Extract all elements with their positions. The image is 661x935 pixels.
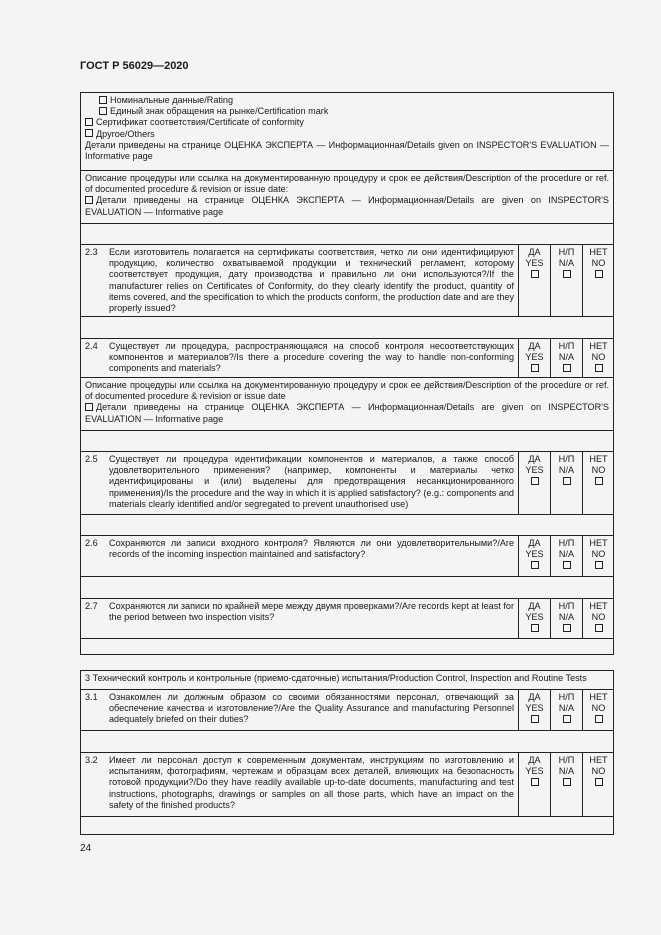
checklist-table-3 [80, 670, 614, 835]
empty-row [81, 223, 613, 244]
question-row-3-1 [81, 689, 613, 730]
question-text: Сохраняются ли записи по крайней мере между двумя проверками?/Are records kept at least for the period between two inspection visits? [109, 601, 514, 623]
checkbox-icon[interactable] [531, 715, 539, 723]
checkbox-icon[interactable] [563, 715, 571, 723]
procedure-details[interactable]: Детали приведены на странице ОЦЕНКА ЭКСПЕРТА — Информационная/Details are given on INSPECTOR'S EVALUATION — Informative page [85, 402, 609, 424]
empty-row [81, 430, 613, 451]
section-3-header [81, 671, 613, 689]
answer-no[interactable]: НЕТ NO [582, 536, 614, 576]
answer-yes[interactable]: ДА YES [518, 245, 550, 316]
answer-na[interactable]: Н/П N/A [550, 599, 582, 638]
procedure-row [81, 377, 613, 430]
checkbox-icon[interactable] [563, 364, 571, 372]
answer-no[interactable]: НЕТ NO [582, 339, 614, 377]
question-text: Существует ли процедура, распространяющаяся на способ контроля несоответствующих компонентов и материалов?/Is there a procedure covering the way to handle non-conforming components and materials? [109, 341, 514, 374]
checkbox-icon[interactable] [531, 477, 539, 485]
question-row-2-4 [81, 338, 613, 377]
answer-no[interactable]: НЕТ NO [582, 452, 614, 514]
question-text: Если изготовитель полагается на сертификаты соответствия, четко ли они идентифицируют продукцию, количество охватываемой продукции и технический регламент, которому соответствует продукция, дату производства и правильно ли они используются?/If the manufacturer relies on Certificates of Conformity, do they clearly identify the product, quantity of items covered, and the specification to which the products conform, the production date and are they properly issued? [109, 247, 514, 314]
checkbox-icon[interactable] [85, 129, 93, 137]
option-certification-mark[interactable]: Единый знак обращения на рынке/Certification mark [85, 106, 609, 117]
answer-no[interactable]: НЕТ NO [582, 690, 614, 730]
checkbox-icon[interactable] [563, 778, 571, 786]
checkbox-icon[interactable] [595, 477, 603, 485]
details-note: Детали приведены на странице ОЦЕНКА ЭКСПЕРТА — Информационная/Details given on INSPECTOR'S EVALUATION — Informative page [85, 139, 609, 162]
question-number: 3.2 [85, 755, 98, 765]
question-row-2-7 [81, 598, 613, 638]
checkbox-icon[interactable] [563, 270, 571, 278]
answer-no[interactable]: НЕТ NO [582, 753, 614, 816]
answer-yes[interactable]: ДА YES [518, 339, 550, 377]
empty-row [81, 514, 613, 535]
checkbox-icon[interactable] [85, 403, 93, 411]
procedure-text: Описание процедуры или ссылка на документированную процедуру и срок ее действия/Description of the procedure or ref. of documented procedure & revision or issue date: [85, 173, 609, 195]
empty-row [81, 316, 613, 338]
answer-yes[interactable]: ДА YES [518, 753, 550, 816]
checkbox-icon[interactable] [563, 477, 571, 485]
answer-na[interactable]: Н/П N/A [550, 753, 582, 816]
checkbox-icon[interactable] [531, 561, 539, 569]
answer-yes[interactable]: ДА YES [518, 452, 550, 514]
checkbox-icon[interactable] [85, 118, 93, 126]
question-text: Существует ли процедура идентификации компонентов и материалов, а также способ удовлетворительного применения? (например, компоненты и материалы четко идентифицированы и (или) выделены для предотвращения несанкционированного применения)/Is the procedure and the way in which it is applied satisfactory? (e.g.: components and materials clearly identified and/or segregated to prevent unauthorised use) [109, 454, 514, 509]
empty-row [81, 638, 613, 655]
checkbox-icon[interactable] [595, 561, 603, 569]
answer-na[interactable]: Н/П N/A [550, 536, 582, 576]
answer-yes[interactable]: ДА YES [518, 690, 550, 730]
checkbox-icon[interactable] [531, 364, 539, 372]
page-number: 24 [80, 843, 92, 854]
question-text: Ознакомлен ли должным образом со своими обязанностями персонал, отвечающий за обеспечение качества и изготовление?/Are the Quality Assurance and manufacturing Personnel adequately briefed on their duties? [109, 692, 514, 725]
section-title: 3 Технический контроль и контрольные (приемо-сдаточные) испытания/Production Control, Inspection and Routine Tests [85, 673, 587, 683]
question-number: 2.5 [85, 454, 98, 464]
checkbox-icon[interactable] [595, 364, 603, 372]
question-number: 3.1 [85, 692, 98, 702]
question-row-2-6 [81, 535, 613, 576]
checkbox-icon[interactable] [99, 96, 107, 104]
procedure-text: Описание процедуры или ссылка на документированную процедуру и срок ее действия/Description of the procedure or ref. of documented procedure & revision or issue date [85, 380, 609, 402]
empty-row [81, 576, 613, 598]
question-text: Имеет ли персонал доступ к современным документам, инструкциям по изготовлению и испытаниям, фотографиям, чертежам и образцам всех деталей, влияющих на безопасность готовой продукции?/Do they have readily available up-to-date documents, manufacturing and test instructions, photographs, drawings or samples on all those parts, which have an impact on the safety of the finished products? [109, 755, 514, 810]
checkbox-icon[interactable] [595, 778, 603, 786]
question-number: 2.3 [85, 247, 98, 257]
procedure-row [81, 170, 613, 223]
question-number: 2.7 [85, 601, 98, 611]
question-row-2-3 [81, 244, 613, 316]
conformity-options-row [81, 93, 613, 170]
checkbox-icon[interactable] [85, 196, 93, 204]
answer-na[interactable]: Н/П N/A [550, 452, 582, 514]
checkbox-icon[interactable] [531, 778, 539, 786]
question-number: 2.4 [85, 341, 98, 351]
checkbox-icon[interactable] [563, 624, 571, 632]
checklist-table-2 [80, 92, 614, 655]
answer-na[interactable]: Н/П N/A [550, 690, 582, 730]
question-number: 2.6 [85, 538, 98, 548]
checkbox-icon[interactable] [595, 624, 603, 632]
question-row-2-5 [81, 451, 613, 514]
answer-na[interactable]: Н/П N/A [550, 245, 582, 316]
answer-yes[interactable]: ДА YES [518, 536, 550, 576]
checkbox-icon[interactable] [595, 270, 603, 278]
checkbox-icon[interactable] [563, 561, 571, 569]
checkbox-icon[interactable] [531, 624, 539, 632]
answer-no[interactable]: НЕТ NO [582, 245, 614, 316]
checkbox-icon[interactable] [531, 270, 539, 278]
option-rating[interactable]: Номинальные данные/Rating [85, 95, 609, 106]
procedure-details[interactable]: Детали приведены на странице ОЦЕНКА ЭКСПЕРТА — Информационная/Details are given on INSPECTOR'S EVALUATION — Informative page [85, 195, 609, 217]
document-header: ГОСТ Р 56029—2020 [80, 60, 189, 72]
question-text: Сохраняются ли записи входного контроля? Являются ли они удовлетворительными?/Are records of the incoming inspection maintained and satisfactory? [109, 538, 514, 560]
option-others[interactable]: Другое/Others [85, 129, 609, 140]
option-certificate[interactable]: Сертификат соответствия/Certificate of conformity [85, 117, 609, 128]
question-row-3-2 [81, 752, 613, 816]
empty-row [81, 730, 613, 752]
answer-na[interactable]: Н/П N/A [550, 339, 582, 377]
checkbox-icon[interactable] [595, 715, 603, 723]
checkbox-icon[interactable] [99, 107, 107, 115]
answer-no[interactable]: НЕТ NO [582, 599, 614, 638]
answer-yes[interactable]: ДА YES [518, 599, 550, 638]
empty-row [81, 816, 613, 835]
